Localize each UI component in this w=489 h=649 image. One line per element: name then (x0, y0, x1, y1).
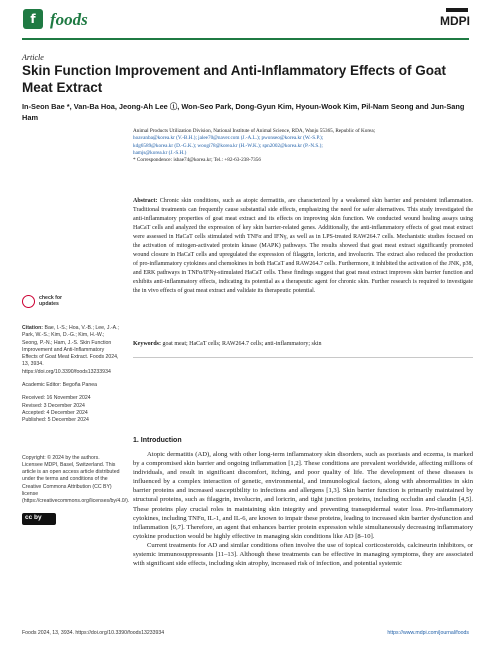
affiliation-emails[interactable]: hoavanba@korea.kr (V.-B.H.); jalee70@naver.com (J.-A.L.); pwonseo@korea.kr (W.-S.P.); (133, 135, 324, 142)
paper-title: Skin Function Improvement and Anti-Inflammatory Effects of Goat Meat Extract (22, 63, 447, 95)
correspondence: * Correspondence: isbae74@korea.kr; Tel.: +82-63-238-7356 (133, 157, 261, 164)
abstract-text: Chronic skin conditions, such as atopic dermatitis, are characterized by a weakened skin barrier and persistent inflammation. Traditional treatments can frequently cause substantial side effects, emphasizing the need for safer alternatives. This study investigated the anti-inflammatory properties of goat meat extract and its effects on improving skin function. We conducted wound healing assays using HaCaT cells and analyzed the expression of key skin barrier-related genes. Additionally, the anti-inflammatory effects of goat meat extract were assessed in HaCaT cells stimulated with TNFα and IFNγ, as well as in LPS-treated RAW264.7 cells. Mechanistic studies focused on the activation of mitogen-activated protein kinase (MAPK) pathways. The results showed that goat meat extract significantly promoted wound closure in HaCaT cells and upregulated the expression of filaggrin, loricrin, and involucrin. The extract also reduced the production of pro-inflammatory cytokines and chemokines in both HaCaT and RAW264.7 cells. Furthermore, it inhibited the activation of the JNK, p38, and ERK pathways in TNFα/IFNγ-stimulated HaCaT cells. These findings suggest that goat meat extract improves skin barrier function and exhibits anti-inflammatory effects, indicating its potential as a therapeutic agent for chronic skin. Further research is required to investigate the in vivo effects of goat meat extract and validate its therapeutic potential. (133, 198, 473, 294)
affiliation-emails[interactable]: hamjs@korea.kr (J.-S.H.) (133, 149, 187, 156)
affiliation-line: Animal Products Utilization Division, National Institute of Animal Science, RDA, Wanju 55365, Republic of Korea; (133, 128, 376, 134)
mdpi-logo-icon (446, 8, 468, 12)
copyright: Copyright: © 2024 by the authors. Licensee MDPI, Basel, Switzerland. This article is an open access article distributed under the terms and conditions of the Creative Commons Attribution (CC BY) license (https://creativecommons.org/licenses/by/4.0/). (22, 454, 130, 505)
section-heading: 1. Introduction (133, 437, 182, 444)
date-accepted: Accepted: 4 December 2024 (22, 409, 88, 416)
date-revised: Revised: 3 December 2024 (22, 402, 85, 409)
journal-name: foods (50, 10, 88, 29)
section-divider (133, 357, 473, 358)
academic-editor: Academic Editor: Begoña Panea (22, 382, 97, 389)
abstract-label: Abstract: (133, 198, 158, 204)
citation: Citation: Bae, I.-S.; Hoa, V.-B.; Lee, J.-A.; Park, W.-S.; Kim, D.-G.; Kim, H.-W.; Seong, P.-N.; Ham, J.-S. Skin Function Improvement and Anti-Inflammatory Effects of Goat Meat Extract. Foods 2024, 13, 3934. https://doi.org/10.3390/foods13233934 (22, 325, 119, 375)
author-list: In-Seon Bae *, Van-Ba Hoa, Jeong-Ah Lee ⓘ, Won-Seo Park, Dong-Gyun Kim, Hyoun-Wook Kim, Pil-Nam Seong and Jun-Sang Ham (22, 102, 465, 122)
paragraph: Current treatments for AD and similar conditions often involve the use of topical corticosteroids, calcineurin inhibitors, or systemic immunosuppressants [11–13]. Although these treatments can be effective in managing symptoms, they are associated with significant side effects, including skin atrophy, increased risk of infection, and potential systemic (133, 541, 473, 568)
keywords (133, 340, 473, 348)
article-sidebar (22, 325, 130, 512)
date-received: Received: 16 November 2024 (22, 395, 91, 402)
date-published: Published: 5 December 2024 (22, 417, 89, 424)
footer-journal-link[interactable]: https://www.mdpi.com/journal/foods (387, 630, 469, 636)
introduction-body (133, 450, 473, 568)
keywords-label: Keywords: (133, 341, 161, 347)
cc-license-icon[interactable]: cc by (22, 513, 56, 525)
paragraph: Atopic dermatitis (AD), along with other long-term inflammatory skin disorders, such as psoriasis and eczema, is marked by a compromised skin barrier and ongoing inflammation [1,2]. These conditions are prevalent worldwide, affecting millions of individuals, and result in significant discomfort, itching, and poor quality of life. The development of these diseases is influenced by a complex interaction of genetic, environmental, and immunological factors, along with abnormalities in skin barrier proteins and increased susceptibility to infections and allergens [1,3]. Skin barrier function is primarily maintained by structural proteins, such as filaggrin, involucrin, and loricrin, and tight junction proteins, including occludin and claudin [4,5]. These proteins play crucial roles in maintaining skin integrity and preventing transepidermal water loss. Pro-inflammatory cytokines, including TNFα, IL-1, and IL-6, are known to impair these proteins, leading to increased skin barrier dysfunction and inflammation [6,7]. Therefore, an agent that enhances barrier protein expression while simultaneously decreasing inflammatory cytokine production would be highly effective in managing skin conditions like AD [8–10]. (133, 451, 473, 540)
publisher-logo: MDPI (440, 14, 470, 28)
journal-header (0, 0, 489, 40)
check-for-updates-button[interactable]: check for updates (22, 293, 82, 319)
affiliation-emails[interactable]: kdg6589@korea.kr (D.-G.K.); woogi78@korea.kr (H.-W.K.); spn2002@korea.kr (P.-N.S.); (133, 142, 323, 149)
footer-citation: Foods 2024, 13, 3934. https://doi.org/10.3390/foods13233934 (22, 630, 165, 636)
article-type: Article (22, 53, 44, 62)
header-divider (22, 38, 469, 40)
check-updates-icon (22, 295, 35, 308)
abstract (133, 197, 473, 296)
keywords-text: goat meat; HaCaT cells; RAW264.7 cells; anti-inflammatory; skin (162, 341, 322, 347)
affiliation-block (133, 128, 473, 164)
journal-logo-icon: f (23, 9, 43, 29)
